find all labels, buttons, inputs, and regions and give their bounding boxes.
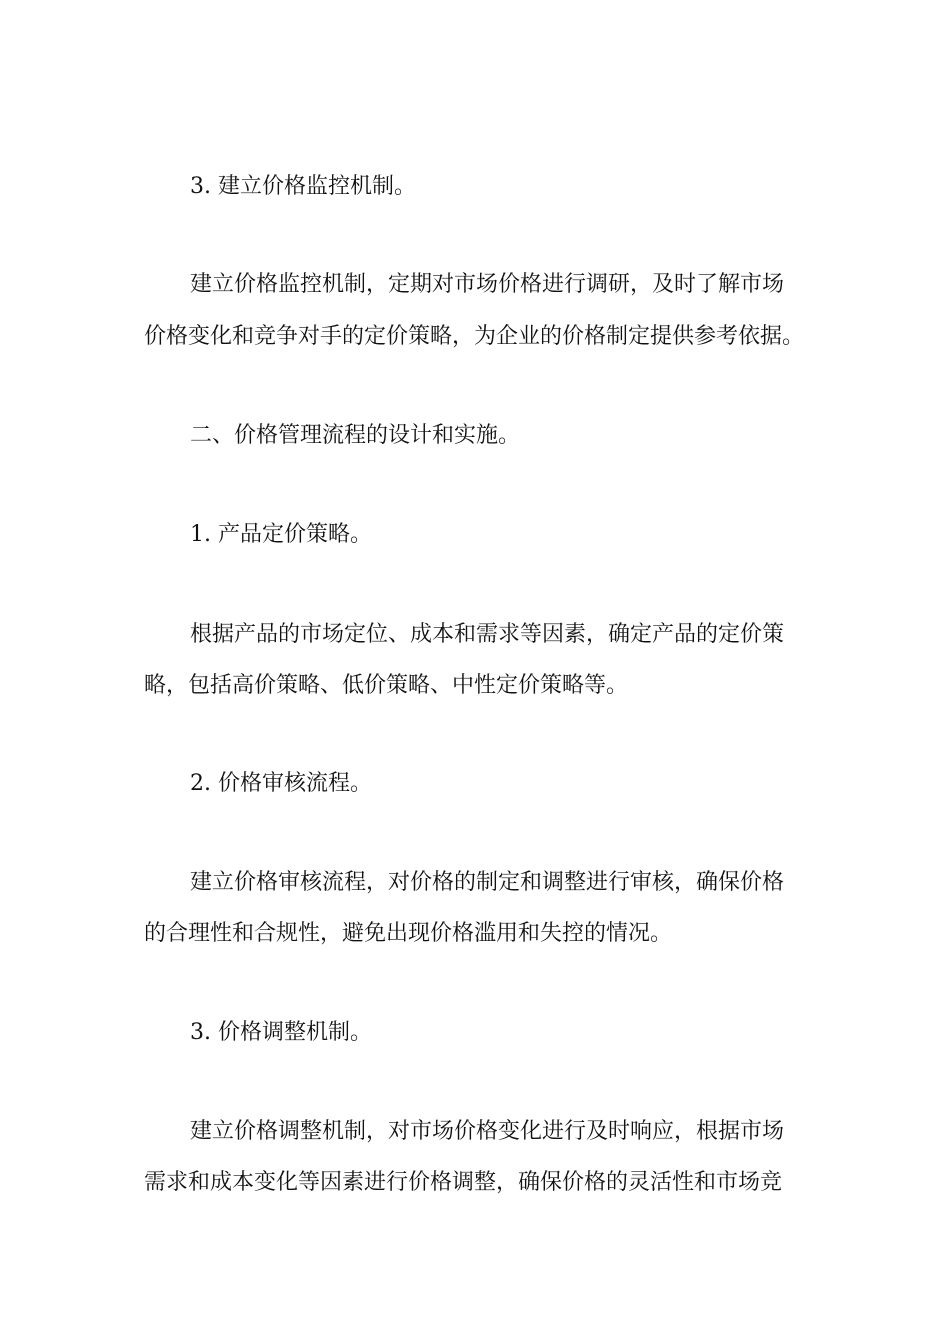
paragraph-line: 价格变化和竞争对手的定价策略，为企业的价格制定提供参考依据。 [144, 324, 805, 349]
subheading-product-pricing: 1. 产品定价策略。 [190, 522, 372, 547]
paragraph-line: 的合理性和合规性，避免出现价格滥用和失控的情况。 [144, 921, 673, 946]
paragraph-line: 略，包括高价策略、低价策略、中性定价策略等。 [144, 673, 629, 698]
paragraph-line: 根据产品的市场定位、成本和需求等因素，确定产品的定价策 [190, 622, 785, 647]
paragraph-line: 建立价格调整机制，对市场价格变化进行及时响应，根据市场 [190, 1119, 785, 1144]
section-heading-2: 二、价格管理流程的设计和实施。 [190, 423, 521, 448]
subheading-price-monitoring: 3. 建立价格监控机制。 [190, 174, 416, 199]
subheading-price-adjustment: 3. 价格调整机制。 [190, 1020, 372, 1045]
paragraph-line: 建立价格审核流程，对价格的制定和调整进行审核，确保价格 [190, 870, 785, 895]
subheading-price-review: 2. 价格审核流程。 [190, 771, 372, 796]
paragraph-line: 建立价格监控机制，定期对市场价格进行调研，及时了解市场 [190, 272, 785, 297]
paragraph-line: 需求和成本变化等因素进行价格调整，确保价格的灵活性和市场竞 [144, 1170, 783, 1195]
